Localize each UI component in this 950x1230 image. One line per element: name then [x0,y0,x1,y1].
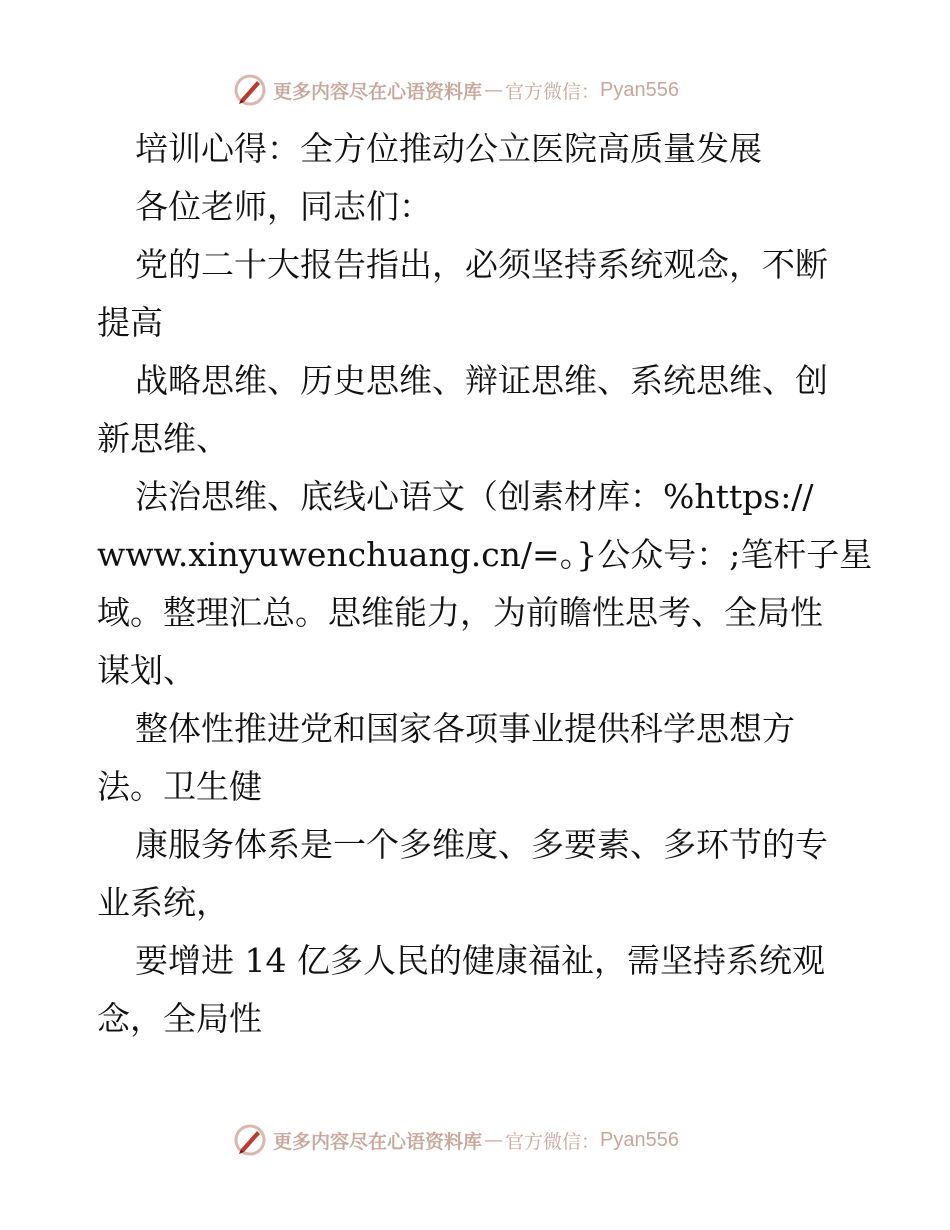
text-line: 党的二十大报告指出，必须坚持系统观念，不断 [135,245,828,284]
text-line: 法治思维、底线心语文（创素材库：%https:// [135,477,814,516]
document-title: 培训心得：全方位推动公立医院高质量发展 [135,129,762,168]
footer-banner[interactable] [233,1122,679,1158]
text-line: 提高 [97,303,163,342]
banner-separator: — [484,1129,504,1151]
text-line: 业系统， [97,883,229,922]
text-line: 战略思维、历史思维、辩证思维、系统思维、创 [135,361,828,400]
banner-site-text: 更多内容尽在心语资料库 [273,80,483,103]
text-line: 要增进 14 亿多人民的健康福祉，需坚持系统观 [135,941,825,980]
banner-separator: — [484,79,504,101]
text-line: 法。卫生健 [97,767,262,806]
banner-site-text: 更多内容尽在心语资料库 [273,1130,483,1153]
text-line: 谋划、 [97,651,196,690]
banner-wechat-label: 官方微信： [505,1130,601,1153]
text-line: 域。整理汇总。思维能力，为前瞻性思考、全局性 [97,593,823,632]
header-banner[interactable] [233,72,679,108]
text-line: 整体性推进党和国家各项事业提供科学思想方 [135,709,795,748]
banner-wechat-id: Pyan556 [600,1128,679,1151]
text-line: 念，全局性 [97,999,262,1038]
banner-wechat-label: 官方微信： [505,80,601,103]
text-line: www.xinyuwenchuang.cn/=。}公众号：;笔杆子星 [97,535,873,574]
salutation: 各位老师，同志们： [135,187,432,226]
text-line: 康服务体系是一个多维度、多要素、多环节的专 [135,825,828,864]
text-line: 新思维、 [97,419,229,458]
document-body [97,120,873,1048]
pen-logo-icon [233,73,267,107]
banner-wechat-id: Pyan556 [600,78,679,101]
pen-logo-icon [233,1123,267,1157]
